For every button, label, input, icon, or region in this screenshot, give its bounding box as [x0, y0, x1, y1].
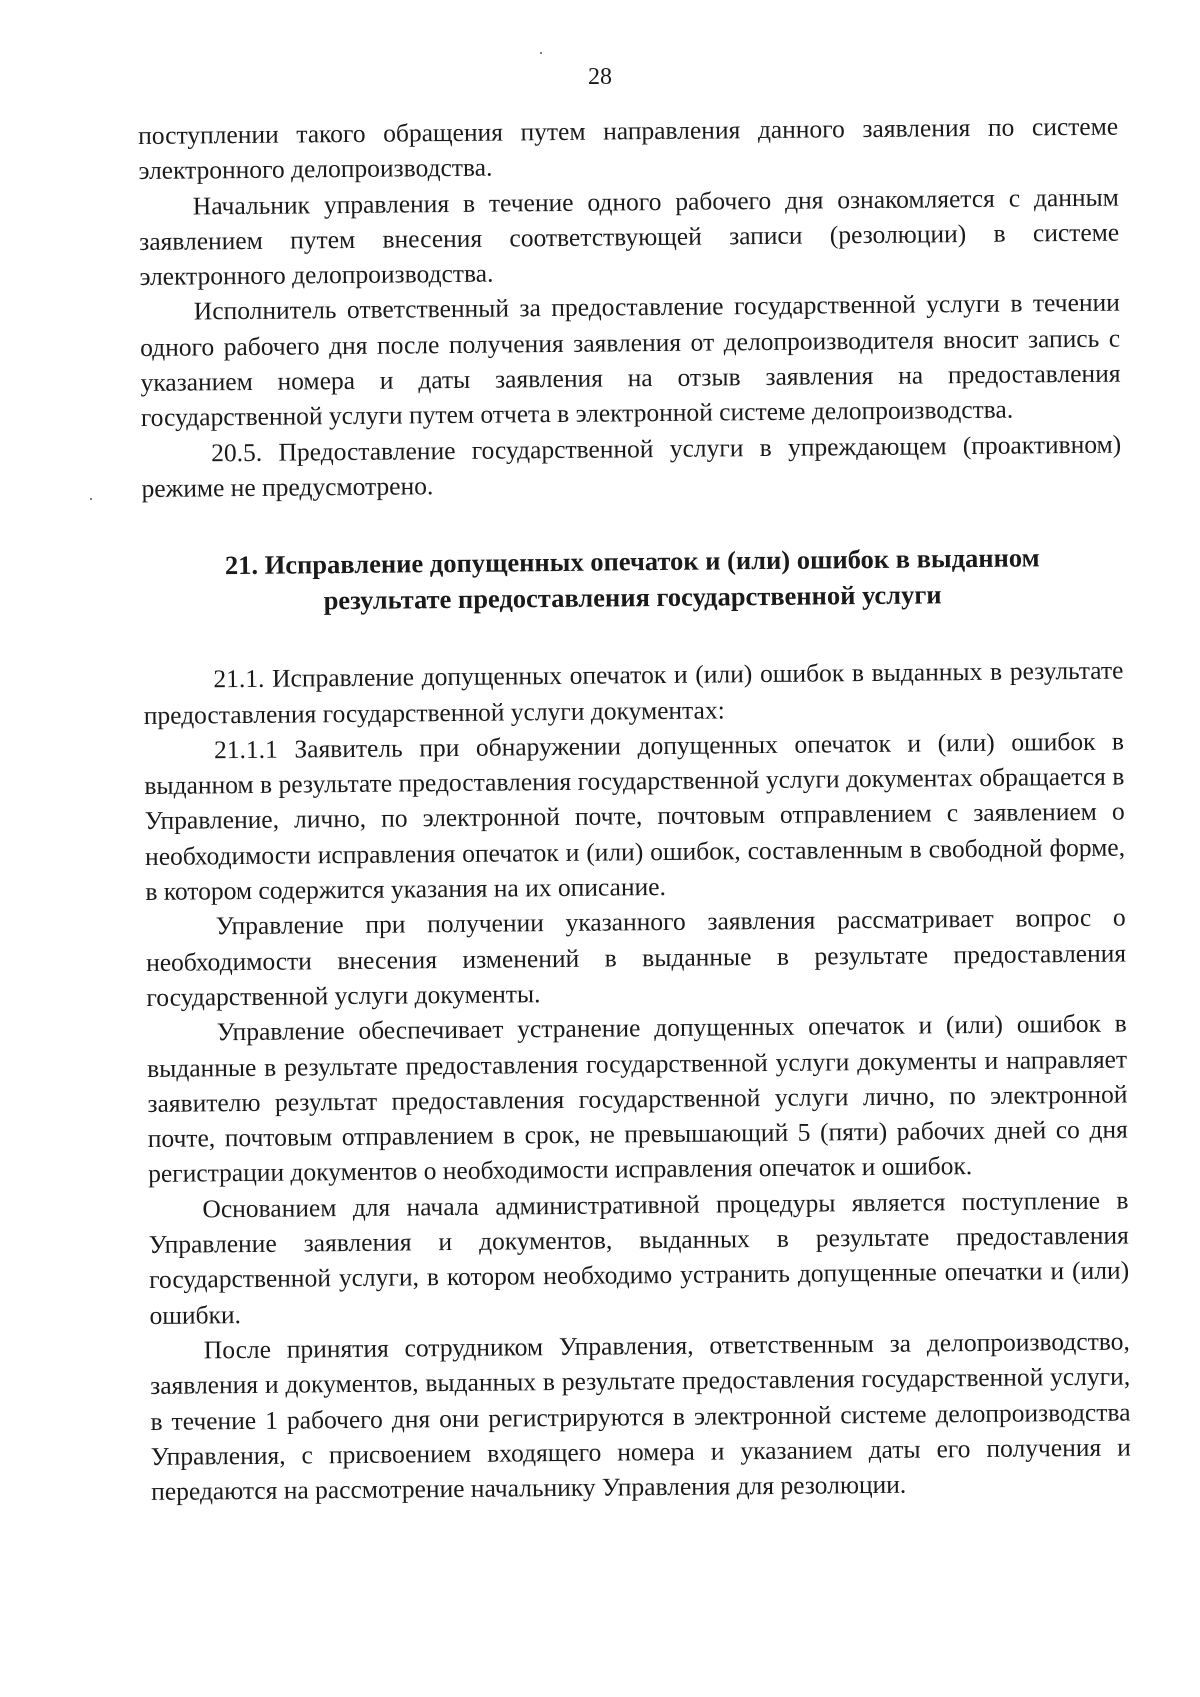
section-heading-line: результате предоставления государственной услуги — [323, 579, 942, 616]
paragraph: Управление при получении указанного заявления рассматривает вопрос о необходимости внесения изменений в выданные в результате предоставления государственной услуги документы. — [145, 902, 1127, 1012]
paragraph: После принятия сотрудником Управления, ответственным за делопроизводство, заявления и документов, выданных в результате предоставления государственной услуги, в течение 1 рабочего дня они регистрируются в электронной системе делопроизводства Управления, с присвоением входящего номера и указанием даты его получения и передаются на рассмотрение начальнику Управления для резолюции. — [150, 1326, 1131, 1507]
paragraph: 21.1.1 Заявитель при обнаружении допущенных опечаток и (или) ошибок в выданном в результате предоставления государственной услуги документах обращается в Управление, лично, по электронной почте, почтовым отправлением с заявлением о необходимости исправления опечаток и (или) ошибок, составленным в свободной форме, в котором содержится указания на их описание. — [144, 726, 1126, 907]
paragraph: 20.5. Предоставление государственной услуги в упреждающем (проактивном) режиме не предусмотрено. — [141, 429, 1122, 503]
section-heading-line: 21. Исправление допущенных опечаток и (или) ошибок в выданном — [224, 542, 1040, 581]
paragraph: поступлении такого обращения путем направления данного заявления по системе электронного делопроизводства. — [138, 111, 1119, 186]
paragraph: Управление обеспечивает устранение допущенных опечаток и (или) ошибок в выданные в результате предоставления государственной услуги документы и направляет заявителю результат предоставления государственной услуги лично, по электронной почте, почтовым отправлением в срок, не превышающий 5 (пяти) рабочих дней со дня регистрации документов о необходимости исправления опечаток и ошибок. — [146, 1008, 1128, 1189]
document-body — [138, 109, 1131, 1510]
page-number: 28 — [588, 64, 612, 90]
scan-artifact-dot — [540, 52, 542, 54]
paragraph: 21.1. Исправление допущенных опечаток и (или) ошибок в выданных в результате предоставления государственной услуги документах: — [143, 655, 1124, 730]
scan-artifact-dot — [90, 498, 92, 500]
paragraph: Основанием для начала административной процедуры является поступление в Управление заявления и документов, выданных в результате предоставления государственной услуги, в котором необходимо устранить допущенные опечатки и (или) ошибки. — [148, 1185, 1130, 1330]
section-heading — [142, 539, 1123, 620]
paragraph: Начальник управления в течение одного рабочего дня ознакомляется с данным заявлением путем внесения соответствующей записи (резолюции) в системе электронного делопроизводства. — [139, 182, 1120, 292]
paragraph: Исполнитель ответственный за предоставление государственной услуги в течении одного рабочего дня после получения заявления от делопроизводителя вносит запись с указанием номера и даты заявления на отзыв заявления на предоставления государственной услуги путем отчета в электронной системе делопроизводства. — [140, 288, 1121, 433]
